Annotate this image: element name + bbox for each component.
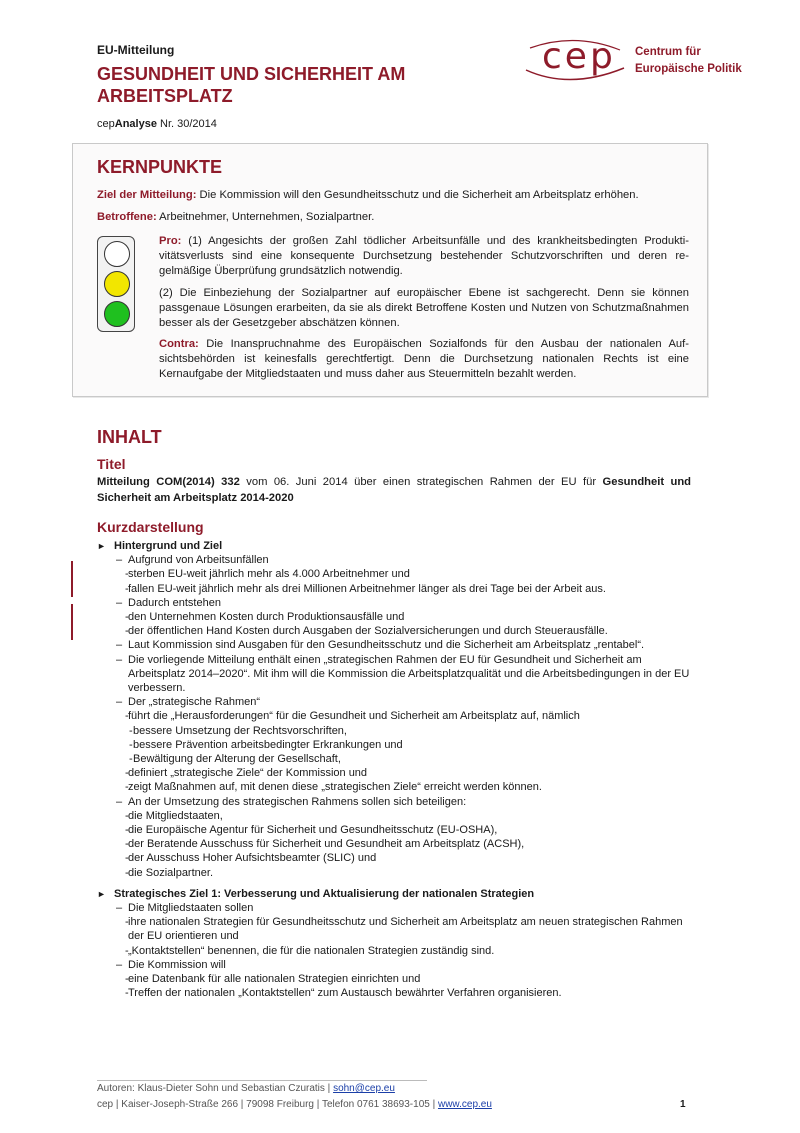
titel-mid: vom 06. Juni 2014 über einen strategischen Rahmen der EU für xyxy=(239,476,603,488)
page-number: 1 xyxy=(680,1099,686,1110)
list-item: - führt die „Herausforderungen“ für die Gesundheit und Sicherheit am Arbeitsplatz auf, nämlich xyxy=(97,709,691,723)
summary-list xyxy=(97,539,691,1001)
titel-subject: Gesundheit und Sicherheit am Arbeitsplatz 2014-2020 xyxy=(97,476,692,504)
list-item: - fallen EU-weit jährlich mehr als drei Millionen Arbeitnehmer länger als drei Tage bei der Arbeit aus. xyxy=(97,582,691,596)
logo-text xyxy=(635,44,742,78)
list-item: – Aufgrund von Arbeitsunfällen xyxy=(97,553,691,567)
footer-authors xyxy=(97,1083,395,1094)
list-item: - Bewältigung der Alterung der Gesellschaft, xyxy=(97,752,691,766)
titel-text xyxy=(97,474,691,506)
traffic-light-bottom xyxy=(104,301,130,327)
pro-paragraph-2: (2) Die Einbeziehung der Sozialpartner auf europäischer Ebene ist sachgerecht. Denn sie können passgenaue Lösungen erarbeiten, da sie als direkt Betroffene Kosten und Nutzen von Schutzmaßnahmen besser als der Gesetzgeber abschätzen können. xyxy=(159,287,689,329)
margin-marker xyxy=(71,561,73,597)
betroffene-line xyxy=(97,211,374,223)
analyse-prefix: cep xyxy=(97,118,115,130)
address-text: cep | Kaiser-Joseph-Straße 266 | 79098 Freiburg | Telefon 0761 38693-105 | xyxy=(97,1099,438,1110)
betroffene-text: Arbeitnehmer, Unternehmen, Sozialpartner. xyxy=(156,211,375,223)
section-bullet: ► Hintergrund und Ziel xyxy=(97,539,691,553)
list-item: - eine Datenbank für alle nationalen Strategien einrichten und xyxy=(97,972,691,986)
list-item: – Die Mitgliedstaaten sollen xyxy=(97,901,691,915)
pro-paragraph-1 xyxy=(159,234,689,279)
list-item: - bessere Umsetzung der Rechtsvorschriften, xyxy=(97,724,691,738)
list-item: - bessere Prävention arbeitsbedingter Erkrankungen und xyxy=(97,738,691,752)
list-item: - der Beratende Ausschuss für Sicherheit und Gesundheit am Arbeitsplatz (ACSH), xyxy=(97,837,691,851)
ziel-line xyxy=(97,189,639,201)
list-item: - sterben EU-weit jährlich mehr als 4.000 Arbeitnehmer und xyxy=(97,567,691,581)
list-item: - den Unternehmen Kosten durch Produktionsausfälle und xyxy=(97,610,691,624)
footer-divider xyxy=(97,1080,427,1081)
contra-paragraph xyxy=(159,337,689,382)
traffic-light-icon xyxy=(97,236,135,332)
pro-label: Pro: xyxy=(159,235,182,247)
traffic-light-middle xyxy=(104,271,130,297)
list-item: - „Kontaktstellen“ benennen, die für die nationalen Strategien zuständig sind. xyxy=(97,944,691,958)
list-item: - Treffen der nationalen „Kontaktstellen“ zum Austausch bewährter Verfahren organisieren. xyxy=(97,986,691,1000)
document-title: GESUNDHEIT UND SICHERHEIT AM ARBEITSPLATZ xyxy=(97,64,406,106)
list-item: – Die Kommission will xyxy=(97,958,691,972)
list-item: – Die vorliegende Mitteilung enthält einen „strategischen Rahmen der EU für Gesundheit und Sicherheit am Arbeitsplatz 2014–2020“. Mit ihm will die Kommission die Arbeitsplatzqualität und die Arbeitsbedingungen in der EU verbessern. xyxy=(97,653,691,696)
cep-logo xyxy=(520,38,760,88)
inhalt-heading: INHALT xyxy=(97,427,162,447)
kernpunkte-box xyxy=(72,143,708,397)
list-item: – Dadurch entstehen xyxy=(97,596,691,610)
website-link[interactable]: www.cep.eu xyxy=(437,1099,492,1110)
kernpunkte-title: KERNPUNKTE xyxy=(97,157,223,177)
list-item: - die Europäische Agentur für Sicherheit und Gesundheitsschutz (EU-OSHA), xyxy=(97,823,691,837)
list-item: - der Ausschuss Hoher Aufsichtsbeamter (SLIC) und xyxy=(97,851,691,865)
list-gap xyxy=(97,880,691,887)
ziel-text: Die Kommission will den Gesundheitsschutz und die Sicherheit am Arbeitsplatz erhöhen. xyxy=(196,189,639,201)
list-item: - die Mitgliedstaaten, xyxy=(97,809,691,823)
analyse-bold: Analyse xyxy=(114,118,157,130)
kurzdarstellung-heading: Kurzdarstellung xyxy=(97,519,204,535)
list-item: - zeigt Maßnahmen auf, mit denen diese „strategischen Ziele“ erreicht werden können. xyxy=(97,780,691,794)
analyse-number xyxy=(97,118,217,130)
pro-text-1: (1) Angesichts der großen Zahl tödlicher Arbeitsunfälle und des krankheitsbedingten Produktivitätsverlusts sind eine konsequente Durchsetzung bestehender Schutzvorschriften und deren regelmäßige Überprüfung grundsätzlich notwendig. xyxy=(159,235,689,277)
titel-com: Mitteilung COM(2014) 332 xyxy=(97,476,240,488)
email-link[interactable]: sohn@cep.eu xyxy=(333,1083,395,1094)
authors-text: Autoren: Klaus-Dieter Sohn und Sebastian Czuratis | xyxy=(97,1083,334,1094)
betroffene-label: Betroffene: xyxy=(97,211,157,223)
footer-address xyxy=(97,1099,492,1110)
logo-line-1: Centrum für xyxy=(635,46,701,58)
analyse-suffix: Nr. 30/2014 xyxy=(156,118,217,130)
contra-text: Die Inanspruchnahme des Europäischen Sozialfonds für den Ausbau der nationalen Aufsichtsbehörden ist keinesfalls gerechtfertigt. Denn die Durchsetzung nationalen Rechts ist eine Kernaufgabe der Mitgliedstaaten und muss daher aus Steuermitteln bezahlt werden. xyxy=(159,338,689,380)
logo-line-2: Europäische Politik xyxy=(635,63,742,75)
list-item: - definiert „strategische Ziele“ der Kommission und xyxy=(97,766,691,780)
ziel-label: Ziel der Mitteilung: xyxy=(97,189,197,201)
traffic-light-top xyxy=(104,241,130,267)
document-type-label: EU-Mitteilung xyxy=(97,43,175,57)
logo-mark: cep xyxy=(542,36,616,77)
list-item: – An der Umsetzung des strategischen Rahmens sollen sich beteiligen: xyxy=(97,795,691,809)
section-bullet: ► Strategisches Ziel 1: Verbesserung und Aktualisierung der nationalen Strategien xyxy=(97,887,691,901)
margin-marker xyxy=(71,604,73,640)
contra-label: Contra: xyxy=(159,338,199,350)
list-item: - der öffentlichen Hand Kosten durch Ausgaben der Sozialversicherungen und durch Steuerausfälle. xyxy=(97,624,691,638)
titel-heading: Titel xyxy=(97,456,126,472)
list-item: - die Sozialpartner. xyxy=(97,866,691,880)
list-item: – Laut Kommission sind Ausgaben für den Gesundheitsschutz und die Sicherheit am Arbeitsplatz „rentabel“. xyxy=(97,638,691,652)
list-item: – Der „strategische Rahmen“ xyxy=(97,695,691,709)
list-item: - ihre nationalen Strategien für Gesundheitsschutz und Sicherheit am Arbeitsplatz am neuen strategischen Rahmen der EU orientieren und xyxy=(97,915,691,943)
